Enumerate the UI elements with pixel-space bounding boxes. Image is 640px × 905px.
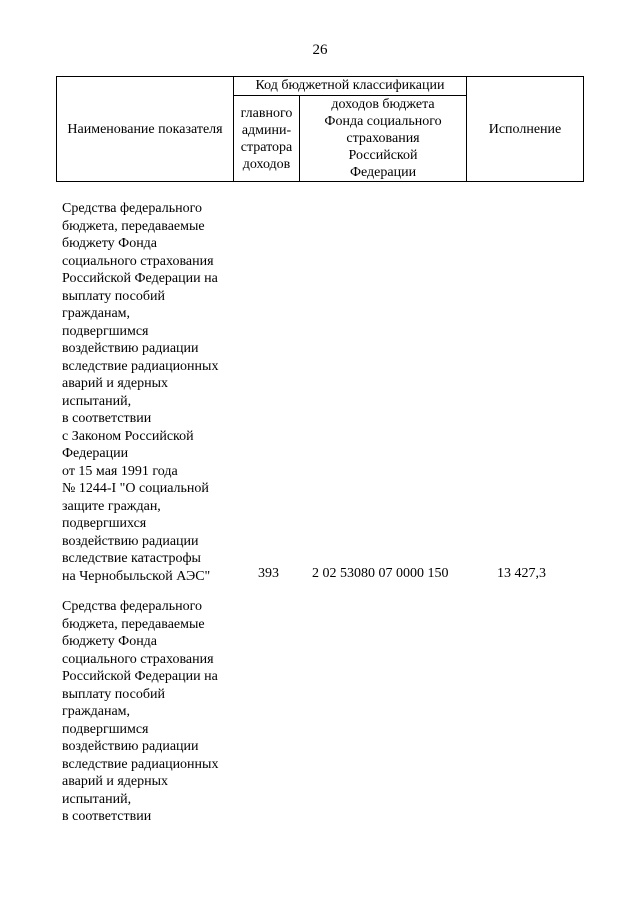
- row-1-revenue-code: 2 02 53080 07 0000 150: [312, 566, 449, 581]
- row-2-name: Средства федерального бюджета, передаваемые бюджету Фонда социального страхования Российской Федерации на выплату пособий гражданам, подвергшимся воздействию радиации вследствие радиационных аварий и ядерных испытаний, в соответствии: [62, 599, 219, 824]
- header-code-group: Код бюджетной классификации: [234, 77, 466, 96]
- table-header: [56, 76, 584, 182]
- header-revenue-cell: [300, 96, 466, 181]
- row-1-name: Средства федерального бюджета, передаваемые бюджету Фонда социального страхования Российской Федерации на выплату пособий гражданам, подвергшимся воздействию радиации вследствие радиационных аварий и ядерных испытаний, в соответствии с Законом Российской Федерации от 15 мая 1991 года № 1244-I "О социальной защите граждан, подвергшихся воздействию радиации вследствие катастрофы на Чернобыльской АЭС": [62, 201, 219, 584]
- row-1-execution: 13 427,3: [497, 566, 546, 581]
- header-admin-cell: [234, 96, 300, 181]
- header-execution-cell: [466, 77, 583, 181]
- header-execution-label: Исполнение: [488, 121, 562, 137]
- header-name-label: Наименование показателя: [67, 121, 223, 137]
- page-number: 26: [312, 42, 328, 58]
- header-name-cell: [57, 77, 234, 181]
- row-1-admin-code: 393: [258, 566, 279, 581]
- header-revenue-label: доходов бюджета Фонда социального страхования Российской Федерации: [324, 97, 442, 180]
- header-admin-label: главного админи- стратора доходов: [240, 105, 293, 172]
